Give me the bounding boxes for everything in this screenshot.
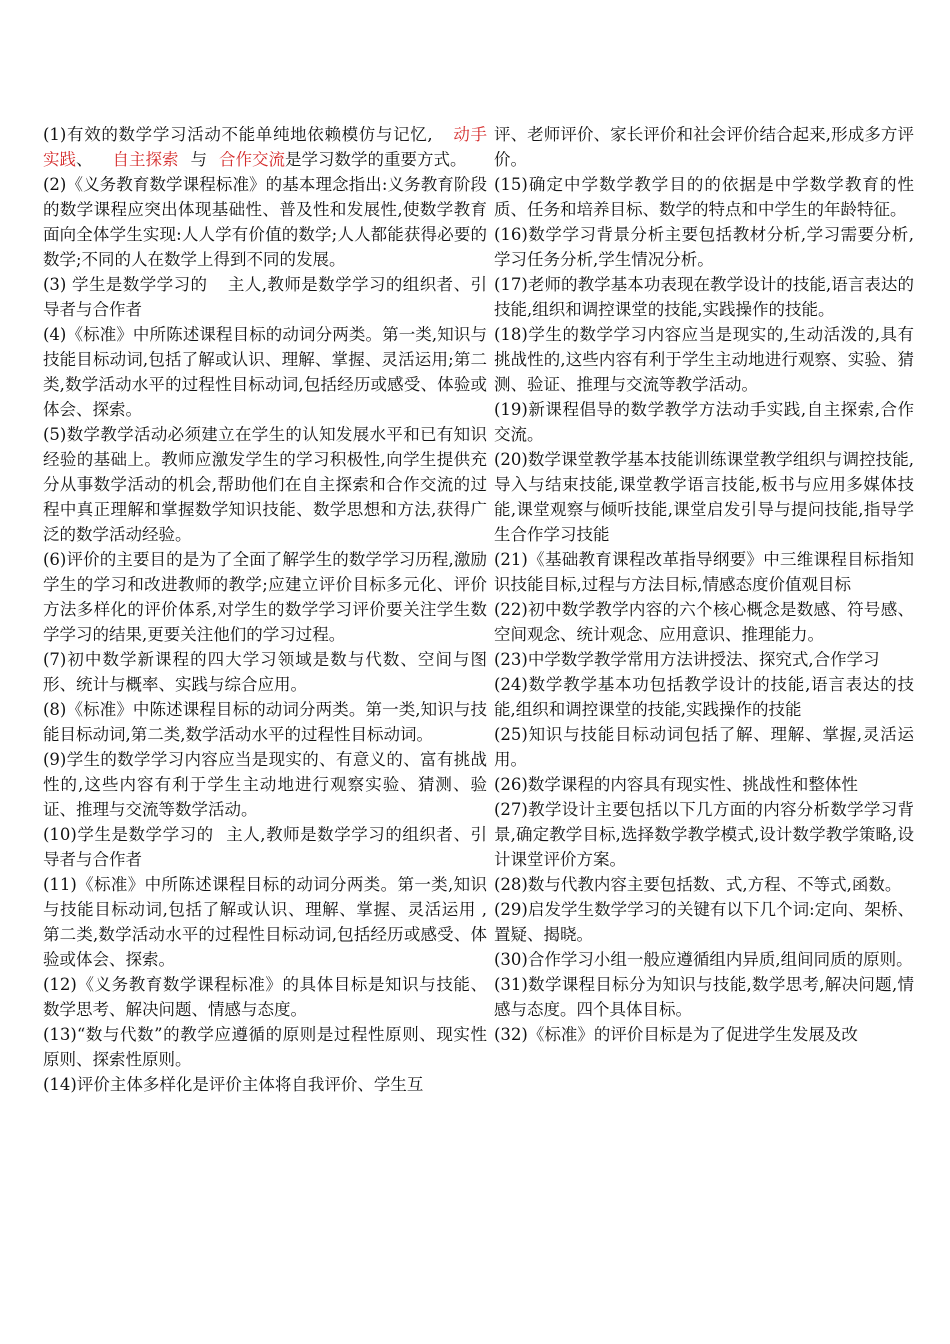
list-item: (27)教学设计主要包括以下几方面的内容分析数学学习背景,确定教学目标,选择数学教学模式,设计数学教学策略,设计课堂评价方案。 xyxy=(494,800,914,869)
list-item: (30)合作学习小组一般应遵循组内异质,组间同质的原则。 xyxy=(494,950,913,969)
list-item: (4)《标准》中所陈述课程目标的动词分两类。第一类,知识与技能目标动词,包括了解或认识、理解、掌握、灵活运用;第二类,数学活动水平的过程性目标动词,包括经历或感受、体验或体会、探索。 xyxy=(43,325,487,419)
list-item: (11)《标准》中所陈述课程目标的动词分两类。第一类,知识与技能目标动词,包括了解或认识、理解、掌握、灵活运用 ,第二类,数学活动水平的过程性目标动词,包括经历或感受、体验或体会、探索。 xyxy=(43,875,487,969)
list-item: (18)学生的数学学习内容应当是现实的,生动活泼的,具有挑战性的,这些内容有利于学生主动地进行观察、实验、猜测、验证、推理与交流等教学活动。 xyxy=(494,325,914,394)
item-text: 主人,教师是数学学习的组织者、引导者与合作者 xyxy=(43,275,487,319)
list-item: (31)数学课程目标分为知识与技能,数学思考,解决问题,情感与态度。四个具体目标。 xyxy=(494,975,914,1019)
list-item: (25)知识与技能目标动词包括了解、理解、掌握,灵活运用。 xyxy=(494,725,914,769)
list-item: 评、老师评价、家长评价和社会评价结合起来,形成多方评价。 xyxy=(494,125,914,169)
list-item: (26)数学课程的内容具有现实性、挑战性和整体性 xyxy=(494,775,858,794)
list-item: (17)老师的教学基本功表现在教学设计的技能,语言表达的技能,组织和调控课堂的技能,实践操作的技能。 xyxy=(494,275,914,319)
item-text: (1)有效的数学学习活动不能单纯地依赖模仿与记忆, xyxy=(43,125,433,144)
list-item: (8)《标准》中陈述课程目标的动词分两类。第一类,知识与技能目标动词,第二类,数学活动水平的过程性目标动词。 xyxy=(43,700,487,744)
list-item: (21)《基础教育课程改革指导纲要》中三维课程目标指知识技能目标,过程与方法目标,情感态度价值观目标 xyxy=(494,550,914,594)
list-item: (22)初中数学教学内容的六个核心概念是数感、符号感、空间观念、统计观念、应用意识、推理能力。 xyxy=(494,600,914,644)
item-text: 、 xyxy=(76,150,93,169)
item-text: 是学习数学的重要方式。 xyxy=(285,150,467,169)
list-item: (6)评价的主要目的是为了全面了解学生的数学学习历程,激励学生的学习和改进教师的教学;应建立评价目标多元化、评价方法多样化的评价体系,对学生的数学学习评价要关注学生数学学习的结果,更要关注他们的学习过程。 xyxy=(43,550,487,644)
right-column xyxy=(494,122,914,1047)
list-item: (19)新课程倡导的数学教学方法动手实践,自主探索,合作交流。 xyxy=(494,400,914,444)
list-item: (13)“数与代数”的教学应遵循的原则是过程性原则、现实性原则、探索性原则。 xyxy=(43,1025,487,1069)
list-item xyxy=(43,122,487,172)
highlight-term: 动手实践 xyxy=(43,125,487,169)
list-item: (9)学生的数学学习内容应当是现实的、有意义的、富有挑战性的,这些内容有利于学生主动地进行观察实验、猜测、验证、推理与交流等数学活动。 xyxy=(43,750,487,819)
highlight-term: 自主探索 xyxy=(112,150,179,169)
list-item: (16)数学学习背景分析主要包括教材分析,学习需要分析,学习任务分析,学生情况分析。 xyxy=(494,225,914,269)
item-text: (10)学生是数学学习的 xyxy=(43,825,214,844)
list-item xyxy=(43,822,487,872)
list-item: (14)评价主体多样化是评价主体将自我评价、学生互 xyxy=(43,1075,424,1094)
list-item: (20)数学课堂教学基本技能训练课堂教学组织与调控技能,导入与结束技能,课堂教学语言技能,板书与应用多媒体技能,课堂观察与倾听技能,课堂启发引导与提问技能,指导学生合作学习技能 xyxy=(494,450,914,544)
list-item: (24)数学教学基本功包括教学设计的技能,语言表达的技能,组织和调控课堂的技能,实践操作的技能 xyxy=(494,675,914,719)
highlight-term: 合作交流 xyxy=(219,150,285,169)
list-item: (15)确定中学数学教学目的的依据是中学数学教育的性质、任务和培养目标、数学的特点和中学生的年龄特征。 xyxy=(494,175,914,219)
list-item: (32)《标准》的评价目标是为了促进学生发展及改 xyxy=(494,1025,858,1044)
list-item: (29)启发学生数学学习的关键有以下几个词:定向、架桥、置疑、揭晓。 xyxy=(494,900,914,944)
item-text: 与 xyxy=(190,150,207,169)
list-item xyxy=(43,272,487,322)
item-text: (3) 学生是数学学习的 xyxy=(43,275,208,294)
item-text: 主人,教师是数学学习的组织者、引导者与合作者 xyxy=(43,825,487,869)
list-item: (23)中学数学教学常用方法讲授法、探究式,合作学习 xyxy=(494,650,880,669)
list-item: (12)《义务教育数学课程标准》的具体目标是知识与技能、数学思考、解决问题、情感与态度。 xyxy=(43,975,487,1019)
list-item: (28)数与代教内容主要包括数、式,方程、不等式,函数。 xyxy=(494,875,902,894)
list-item: (2)《义务教育数学课程标准》的基本理念指出:义务教育阶段的数学课程应突出体现基础性、普及性和发展性,使数学教育面向全体学生实现:人人学有价值的数学;人人都能获得必要的数学;不同的人在数学上得到不同的发展。 xyxy=(43,175,487,269)
left-column xyxy=(43,122,487,1097)
list-item: (5)数学教学活动必须建立在学生的认知发展水平和已有知识经验的基础上。教师应激发学生的学习积极性,向学生提供充分从事数学活动的机会,帮助他们在自主探索和合作交流的过程中真正理解和掌握数学知识技能、数学思想和方法,获得广泛的数学活动经验。 xyxy=(43,425,487,544)
list-item: (7)初中数学新课程的四大学习领域是数与代数、空间与图形、统计与概率、实践与综合应用。 xyxy=(43,650,487,694)
